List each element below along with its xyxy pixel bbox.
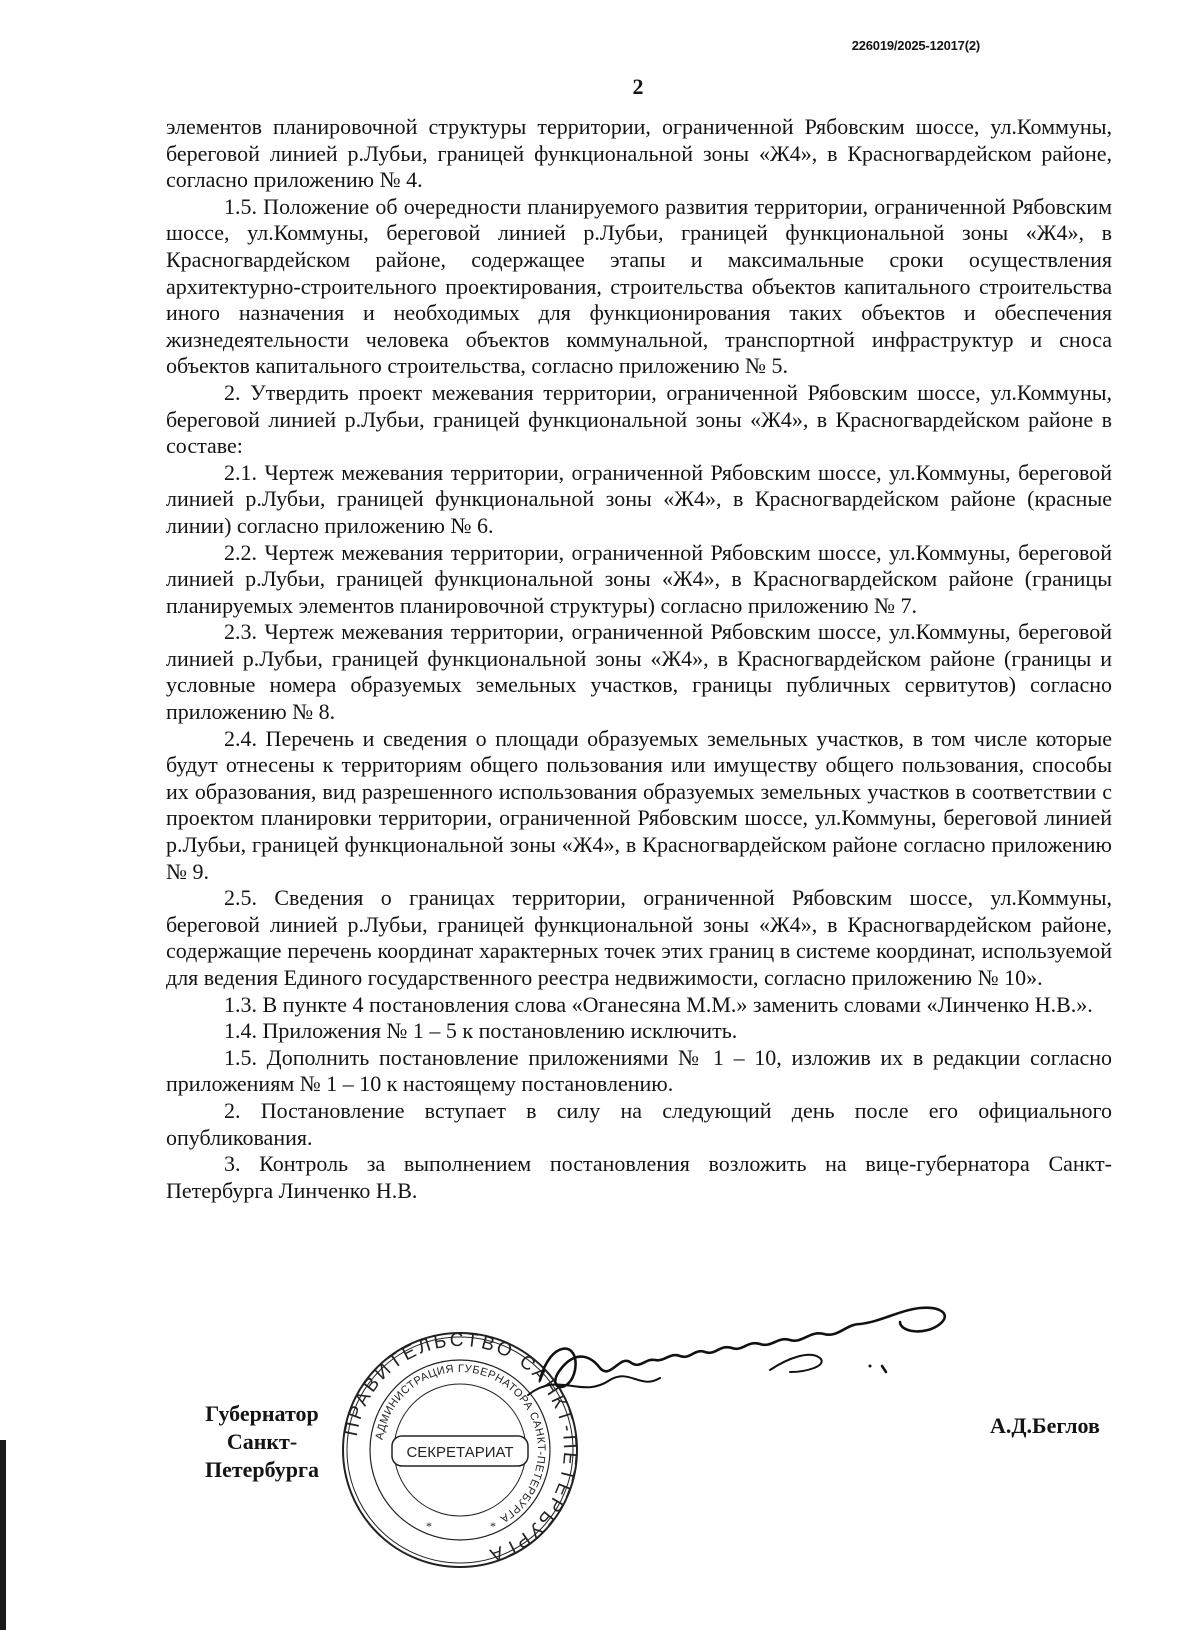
body-paragraph: 2.5. Сведения о границах территории, ограниченной Рябовским шоссе, ул.Коммуны, береговой линией р.Лубьи, границей функциональной зоны «Ж4», в Красногвардейском районе, содержащие перечень координат характерных точек этих границ в системе координат, используемой для ведения Единого государственного реестра недвижимости, согласно приложению № 10». — [166, 885, 1112, 990]
svg-text:*: * — [426, 1519, 432, 1533]
body-paragraph: 2.3. Чертеж межевания территории, ограниченной Рябовским шоссе, ул.Коммуны, береговой линией р.Лубьи, границей функциональной зоны «Ж4», в Красногвардейском районе (границы и условные номера образуемых земельных участков, границы публичных сервитутов) согласно приложению № 8. — [166, 619, 1112, 725]
handwritten-signature — [520, 1300, 970, 1420]
body-paragraph: 1.5. Дополнить постановление приложениями № 1 – 10, изложив их в редакции согласно приложениям № 1 – 10 к настоящему постановлению. — [166, 1044, 1112, 1097]
body-paragraph: 1.3. В пункте 4 постановления слова «Оганесяна М.М.» заменить словами «Линченко Н.В.». — [224, 991, 1093, 1017]
signer-name: А.Д.Беглов — [990, 1413, 1100, 1438]
document-id: 226019/2025-12017(2) — [851, 38, 980, 53]
body-paragraph: 3. Контроль за выполнением постановления возложить на вице-губернатора Санкт-Петербурга Линченко Н.В. — [166, 1151, 1112, 1203]
seal-center-text: СЕКРЕТАРИАТ — [406, 1444, 514, 1461]
body-paragraph: элементов планировочной структуры территории, ограниченной Рябовским шоссе, ул.Коммуны, береговой линией р.Лубьи, границей функциональной зоны «Ж4», в Красногвардейском районе, согласно приложению № 4. — [166, 114, 1112, 193]
body-paragraph: 2.4. Перечень и сведения о площади образуемых земельных участков, в том числе которые будут отнесены к территориям общего пользования или имуществу общего пользования, способы их образования, вид разрешенного использования образуемых земельных участков в соответствии с проектом планировки территории, ограниченной Рябовским шоссе, ул.Коммуны, береговой линией р.Лубьи, границей функциональной зоны «Ж4», в Красногвардейском районе согласно приложению № 9. — [166, 725, 1112, 884]
body-paragraph: 2. Постановление вступает в силу на следующий день после его официального опубликования. — [166, 1097, 1112, 1150]
document-body — [166, 114, 1112, 1204]
svg-text:*: * — [490, 1519, 496, 1533]
body-paragraph: 2.2. Чертеж межевания территории, ограниченной Рябовским шоссе, ул.Коммуны, береговой линией р.Лубьи, границей функциональной зоны «Ж4», в Красногвардейском районе (границы планируемых элементов планировочной структуры) согласно приложению № 7. — [166, 539, 1112, 618]
body-paragraph: 1.4. Приложения № 1 – 5 к постановлению исключить. — [224, 1018, 738, 1044]
body-paragraph: 2.1. Чертеж межевания территории, ограниченной Рябовским шоссе, ул.Коммуны, береговой линией р.Лубьи, границей функциональной зоны «Ж4», в Красногвардейском районе (красные линии) согласно приложению № 6. — [166, 459, 1112, 538]
body-paragraph: 2. Утвердить проект межевания территории, ограниченной Рябовским шоссе, ул.Коммуны, береговой линией р.Лубьи, границей функциональной зоны «Ж4», в Красногвардейском районе в составе: — [166, 379, 1112, 459]
seal-inner-text: АДМИНИСТРАЦИЯ ГУБЕРНАТОРА САНКТ-ПЕТЕРБУРГА — [373, 1362, 548, 1525]
page-number: 2 — [632, 74, 644, 99]
body-paragraph: 1.5. Положение об очередности планируемого развития территории, ограниченной Рябовским шоссе, ул.Коммуны, береговой линией р.Лубьи, границей функциональной зоны «Ж4», в Красногвардейском районе, содержащее этапы и максимальные сроки осуществления архитектурно-строительного проектирования, строительства объектов капитального строительства иного назначения и необходимых для функционирования таких объектов и обеспечения жизнедеятельности человека объектов коммунальной, транспортной инфраструктур и сноса объектов капитального строительства, согласно приложению № 5. — [166, 193, 1112, 379]
seal-outer-text: ПРАВИТЕЛЬСТВО САНКТ-ПЕТЕРБУРГА — [340, 1330, 580, 1567]
scan-edge-mark — [0, 1440, 6, 1630]
signer-position: Губернатор Санкт-Петербурга — [204, 1401, 320, 1482]
signature-block — [0, 1300, 1200, 1630]
